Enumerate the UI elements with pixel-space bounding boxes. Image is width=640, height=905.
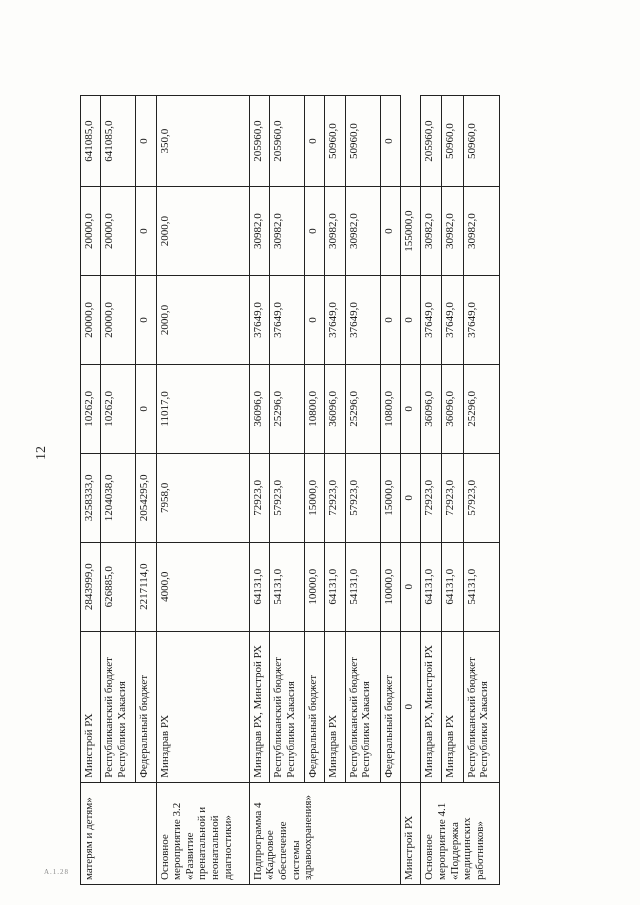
amount-cell: 15000,0 <box>380 453 400 542</box>
event-name-cell: Подпрограмма 4 «Кадровое обеспечение системы здравоохранения» <box>249 782 400 884</box>
amount-cell: 54131,0 <box>345 542 380 631</box>
amount-cell: 36096,0 <box>249 364 269 453</box>
amount-cell: 30982,0 <box>325 187 345 276</box>
amount-cell: 30982,0 <box>421 187 442 276</box>
amount-cell: 72923,0 <box>325 453 345 542</box>
amount-cell: 0 <box>400 453 420 542</box>
table-row <box>345 96 380 885</box>
funding-source-cell: Минздрав РХ <box>325 631 345 782</box>
page-number: 12 <box>34 446 49 460</box>
amount-cell: 10000,0 <box>305 542 325 631</box>
table-row <box>325 96 345 885</box>
funding-source-cell: Минздрав РХ <box>442 631 463 782</box>
amount-cell: 64131,0 <box>442 542 463 631</box>
amount-cell: 30982,0 <box>463 187 499 276</box>
rotated-table-container <box>80 95 500 885</box>
table-row <box>380 96 400 885</box>
amount-cell: 15000,0 <box>305 453 325 542</box>
amount-cell: 0 <box>136 364 156 453</box>
amount-cell: 30982,0 <box>270 187 305 276</box>
table-row <box>249 96 269 885</box>
amount-cell: 2217114,0 <box>136 542 156 631</box>
table-row <box>136 96 156 885</box>
amount-cell: 0 <box>400 276 420 365</box>
amount-cell: 205960,0 <box>270 96 305 187</box>
table-row <box>270 96 305 885</box>
table-row <box>421 96 442 885</box>
amount-cell: 57923,0 <box>463 453 499 542</box>
amount-cell: 2000,0 <box>156 276 249 365</box>
budget-table <box>80 95 500 885</box>
amount-cell: 641085,0 <box>81 96 101 187</box>
amount-cell: 30982,0 <box>249 187 269 276</box>
amount-cell: 20000,0 <box>101 187 136 276</box>
event-name-cell: матерям и детям» <box>81 782 157 884</box>
amount-cell: 50960,0 <box>345 96 380 187</box>
event-name-cell: Основное мероприятие 4.1 «Поддержка медицинских работников» <box>421 782 500 884</box>
amount-cell: 25296,0 <box>463 364 499 453</box>
amount-cell: 72923,0 <box>249 453 269 542</box>
amount-cell: 0 <box>400 631 420 782</box>
funding-source-cell: Федеральный бюджет <box>305 631 325 782</box>
table-row <box>101 96 136 885</box>
amount-cell: 155000,0 <box>400 187 420 276</box>
funding-source-cell: Минздрав РХ, Минстрой РХ <box>421 631 442 782</box>
amount-cell: 37649,0 <box>345 276 380 365</box>
amount-cell: 54131,0 <box>463 542 499 631</box>
amount-cell: 626885,0 <box>101 542 136 631</box>
amount-cell: 37649,0 <box>421 276 442 365</box>
table-row <box>81 96 101 885</box>
table-row <box>442 96 463 885</box>
amount-cell: 205960,0 <box>249 96 269 187</box>
amount-cell: 2843999,0 <box>81 542 101 631</box>
amount-cell: 0 <box>136 276 156 365</box>
amount-cell: 0 <box>136 96 156 187</box>
amount-cell: 0 <box>305 187 325 276</box>
amount-cell: 641085,0 <box>101 96 136 187</box>
amount-cell: 0 <box>305 96 325 187</box>
amount-cell: 50960,0 <box>442 96 463 187</box>
funding-source-cell: Республиканский бюджет Республики Хакасия <box>101 631 136 782</box>
table-row <box>400 96 420 885</box>
amount-cell: 37649,0 <box>249 276 269 365</box>
funding-source-cell: Минздрав РХ <box>156 631 249 782</box>
table-row <box>305 96 325 885</box>
amount-cell: 1204038,0 <box>101 453 136 542</box>
amount-cell: 11017,0 <box>156 364 249 453</box>
amount-cell: 57923,0 <box>270 453 305 542</box>
footer-mark: А.1.28 <box>44 868 70 876</box>
amount-cell: 2000,0 <box>156 187 249 276</box>
amount-cell: 350,0 <box>156 96 249 187</box>
funding-source-cell: Республиканский бюджет Республики Хакасия <box>270 631 305 782</box>
amount-cell: 20000,0 <box>81 187 101 276</box>
amount-cell: 20000,0 <box>81 276 101 365</box>
event-name-cell: Основное мероприятие 3.2 «Развитие пренатальной и неонатальной диагностики» <box>156 782 249 884</box>
amount-cell: 0 <box>380 276 400 365</box>
amount-cell: 50960,0 <box>325 96 345 187</box>
amount-cell: 0 <box>136 187 156 276</box>
amount-cell: 72923,0 <box>421 453 442 542</box>
amount-cell: 36096,0 <box>442 364 463 453</box>
funding-source-cell: Минздрав РХ, Минстрой РХ <box>249 631 269 782</box>
amount-cell: 0 <box>380 187 400 276</box>
funding-source-cell: Минстрой РХ <box>400 782 420 884</box>
amount-cell: 64131,0 <box>421 542 442 631</box>
amount-cell: 30982,0 <box>345 187 380 276</box>
amount-cell: 30982,0 <box>442 187 463 276</box>
amount-cell: 36096,0 <box>325 364 345 453</box>
amount-cell: 37649,0 <box>442 276 463 365</box>
amount-cell: 37649,0 <box>270 276 305 365</box>
amount-cell: 72923,0 <box>442 453 463 542</box>
amount-cell: 10800,0 <box>305 364 325 453</box>
amount-cell: 25296,0 <box>270 364 305 453</box>
amount-cell: 50960,0 <box>463 96 499 187</box>
amount-cell: 37649,0 <box>325 276 345 365</box>
amount-cell: 0 <box>380 96 400 187</box>
amount-cell: 10000,0 <box>380 542 400 631</box>
amount-cell: 25296,0 <box>345 364 380 453</box>
amount-cell: 0 <box>400 364 420 453</box>
amount-cell: 2054295,0 <box>136 453 156 542</box>
funding-source-cell: Минстрой РХ <box>81 631 101 782</box>
amount-cell: 7958,0 <box>156 453 249 542</box>
table-row <box>463 96 499 885</box>
funding-source-cell: Федеральный бюджет <box>136 631 156 782</box>
amount-cell: 64131,0 <box>325 542 345 631</box>
amount-cell: 37649,0 <box>463 276 499 365</box>
funding-source-cell: Федеральный бюджет <box>380 631 400 782</box>
amount-cell: 3258333,0 <box>81 453 101 542</box>
amount-cell: 205960,0 <box>421 96 442 187</box>
amount-cell: 20000,0 <box>101 276 136 365</box>
amount-cell: 10262,0 <box>101 364 136 453</box>
amount-cell: 57923,0 <box>345 453 380 542</box>
amount-cell: 64131,0 <box>249 542 269 631</box>
amount-cell: 10800,0 <box>380 364 400 453</box>
amount-cell: 0 <box>305 276 325 365</box>
amount-cell: 36096,0 <box>421 364 442 453</box>
funding-source-cell: Республиканский бюджет Республики Хакасия <box>345 631 380 782</box>
amount-cell: 4000,0 <box>156 542 249 631</box>
amount-cell: 0 <box>400 542 420 631</box>
funding-source-cell: Республиканский бюджет Республики Хакасия <box>463 631 499 782</box>
amount-cell: 54131,0 <box>270 542 305 631</box>
amount-cell: 10262,0 <box>81 364 101 453</box>
table-row <box>156 96 249 885</box>
